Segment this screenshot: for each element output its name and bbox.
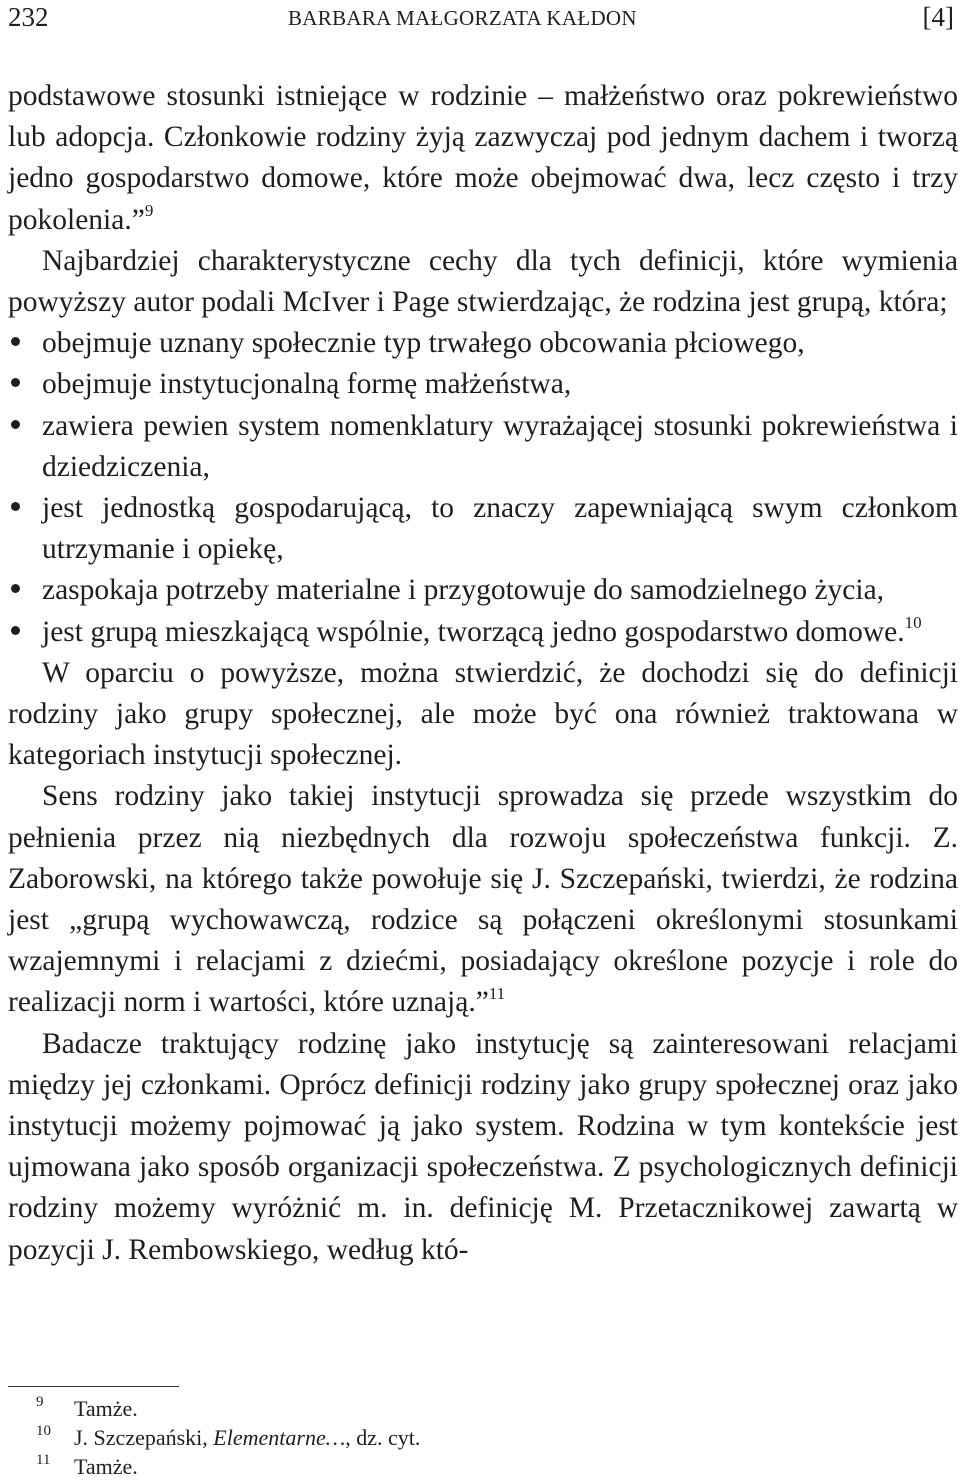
list-item-text: obejmuje uznany społecznie typ trwałego obcowania płciowego, [42,327,805,360]
footnote-text: Tamże. [74,1396,138,1421]
list-item-text: jest jednostką gospodarującą, to znaczy zapewniającą swym członkom utrzymanie i opiekę, [42,492,958,566]
footnote-11 [8,1452,908,1481]
footnote-divider [8,1386,179,1387]
footnote-ref-9: 9 [144,200,154,220]
running-author: BARBARA MAŁGORZATA KAŁDON [288,6,637,30]
paragraph-3: W oparciu o powyższe, można stwierdzić, że dochodzi się do definicji rodziny jako grupy społecznej, ale może być ona również traktowana w kategoriach instytucji społecznej. [8,656,958,772]
footnote-ref-10: 10 [904,612,922,632]
paragraph-4-text: Sens rodziny jako takiej instytucji sprowadza się przede wszystkim do pełnienia przez nią niezbędnych dla rozwoju społeczeństwa funkcji. Z. Zaborowski, na którego także powołuje się J. Szczepański, twierdzi, że rodzina jest „grupą wychowawczą, rodzice są połączeni określonymi stosunkami wzajemnymi i relacjami z dziećmi, posiadający określone pozycje i role do realizacji norm i wartości, które uznają.” [8,780,958,1019]
paragraph-2: Najbardziej charakterystyczne cechy dla tych definicji, które wymienia powyższy autor podali McIver i Page stwierdzając, że rodzina jest grupą, która; [8,244,958,319]
footnote-10 [8,1423,908,1452]
footnote-9 [8,1394,908,1423]
bullet-icon [11,502,20,511]
list-item [8,364,958,405]
bullet-icon [11,584,20,593]
body-text [8,76,958,1271]
list-item-text: zaspokaja potrzeby materialne i przygotowuje do samodzielnego życia, [42,574,885,607]
footnote-ref-11: 11 [488,983,506,1003]
bullet-list [8,323,958,653]
footnote-number: 10 [36,1423,51,1439]
bullet-icon [11,626,20,635]
footnote-text: Tamże. [74,1454,138,1479]
footnote-number: 9 [36,1394,44,1410]
list-item-text: obejmuje instytucjonalną formę małżeństwa, [42,368,572,401]
paragraph-1 [8,76,958,241]
footnote-text: J. Szczepański, [74,1425,214,1450]
list-item-text: zawiera pewien system nomenklatury wyrażającej stosunki pokrewieństwa i dziedziczenia, [42,409,958,483]
list-item [8,612,958,653]
footnote-number: 11 [36,1452,51,1468]
section-number: [4] [922,2,954,32]
footnote-title: Elementarne… [213,1425,346,1450]
bullet-icon [11,337,20,346]
list-item [8,406,958,488]
paragraph-1-text: podstawowe stosunki istniejące w rodzinie – małżeństwo oraz pokrewieństwo lub adopcja. Członkowie rodziny żyją zazwyczaj pod jednym dachem i tworzą jedno gospodarstwo domowe, które może obejmować dwa, lecz często i trzy pokolenia.” [8,80,958,236]
bullet-icon [11,378,20,387]
list-item [8,488,958,570]
running-header [0,0,960,40]
list-item [8,570,958,611]
paragraph-4 [8,776,958,1023]
footnotes [8,1394,908,1481]
page-number: 232 [8,2,49,32]
list-item [8,323,958,364]
bullet-icon [11,420,20,429]
paragraph-5: Badacze traktujący rodzinę jako instytucję są zainteresowani relacjami między jej członkami. Oprócz definicji rodziny jako grupy społecznej oraz jako instytucji możemy pojmować ją jako system. Rodzina w tym kontekście jest ujmowana jako sposób organizacji społeczeństwa. Z psychologicznych definicji rodziny możemy wyróżnić m. in. definicję M. Przetacznikowej zawartą w pozycji J. Rembowskiego, według któ- [8,1027,958,1266]
list-item-text: jest grupą mieszkającą wspólnie, tworzącą jedno gospodarstwo domowe. [42,615,905,648]
footnote-text-after: , dz. cyt. [345,1425,421,1450]
